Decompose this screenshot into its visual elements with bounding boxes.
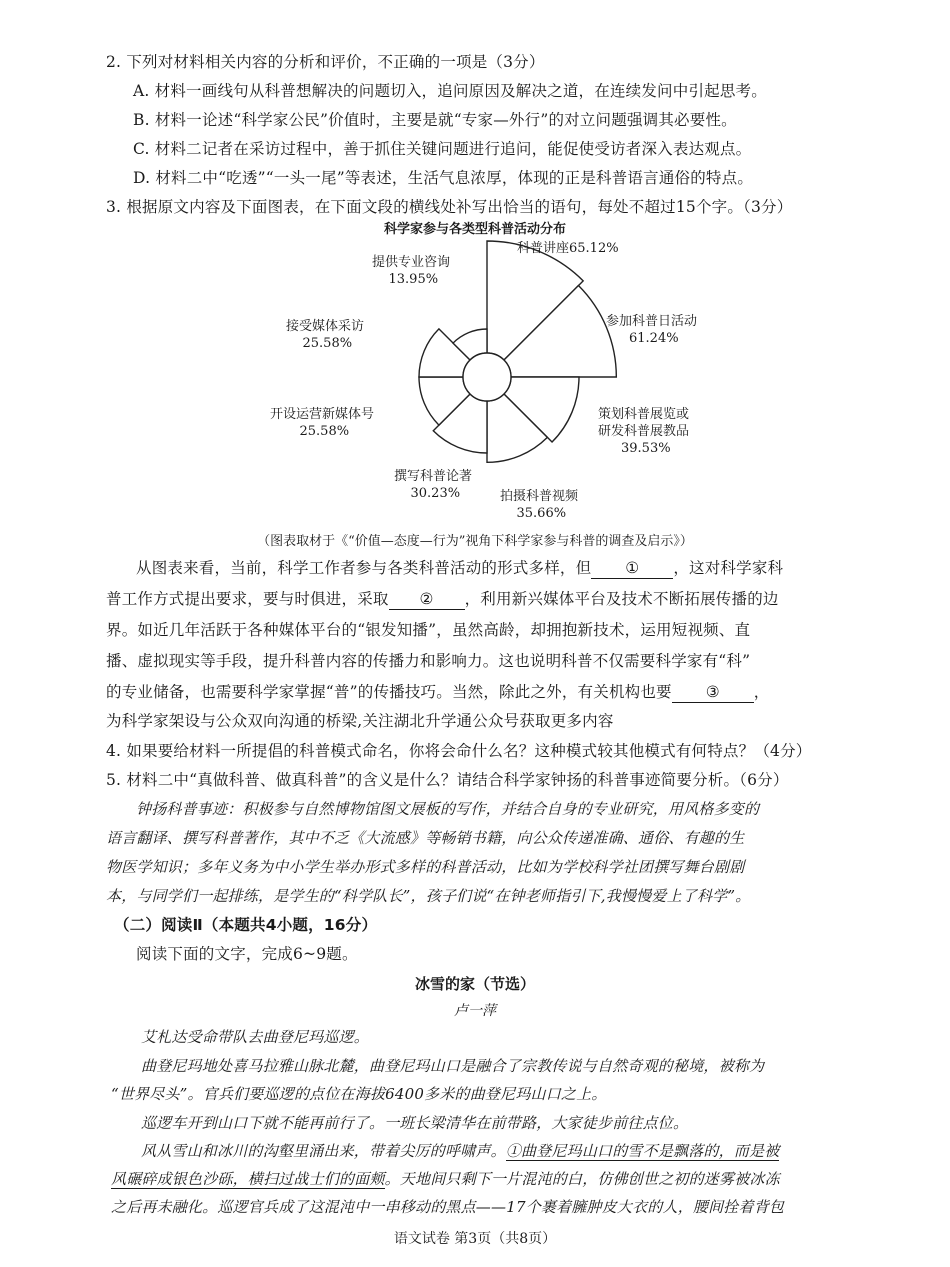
q3-paragraph-line-2: 普工作方式提出要求，要与时俱进，采取 ② ，利用新兴媒体平台及技术不断拓展传播的边 — [106, 590, 779, 608]
page-footer: 语文试卷 第3页（共8页） — [393, 1231, 557, 1247]
q5-material-line-1: 钟扬科普事迹：积极参与自然博物馆图文展板的写作，并结合自身的专业研究，用风格多变的 — [136, 800, 760, 818]
q2-option-a: A. 材料一画线句从科普想解决的问题切入，追问原因及解决之道，在连续发问中引起思考。 — [133, 82, 767, 100]
underlined-sentence-1a: ①曲登尼玛山口的雪不是飘落的，而是被 — [505, 1142, 780, 1160]
q2-option-b: B. 材料一论述“科学家公民”价值时，主要是就“专家—外行”的对立问题强调其必要性。 — [133, 111, 737, 129]
q2-option-c: C. 材料二记者在采访过程中，善于抓住关键问题进行追问，能促使受访者深入表达观点。 — [133, 140, 752, 158]
passage-author: 卢一萍 — [454, 1003, 496, 1019]
answer-blank-1[interactable]: ① — [591, 558, 673, 579]
rose-label-2: 参加科普日活动 61.24% — [606, 314, 698, 346]
q2-option-d: D. 材料二中“吃透”“一头一尾”等表述，生活气息浓厚，体现的正是科普语言通俗的特点。 — [133, 169, 754, 187]
rose-label-6: 开设运营新媒体号 25.58% — [270, 407, 375, 439]
q5-material-line-3: 物医学知识；多年义务为中小学生举办形式多样的科普活动，比如为学校科学社团撰写舞台剧剧 — [106, 858, 745, 876]
q4-stem: 4. 如果要给材料一所提倡的科普模式命名，你将会命什么名？这种模式较其他模式有何特点？（4分） — [106, 742, 812, 760]
answer-blank-3[interactable]: ③ — [672, 682, 754, 703]
passage-paragraph-1: 艾札达受命带队去曲登尼玛巡逻。 — [141, 1028, 370, 1046]
rose-label-1: 科普讲座65.12% — [517, 241, 619, 256]
rose-label-7: 接受媒体采访 25.58% — [286, 319, 365, 351]
q3-paragraph-line-1: 从图表来看，当前，科学工作者参与各类科普活动的形式多样，但 ① ，这对科学家科 — [136, 559, 784, 577]
section-header: （二）阅读Ⅱ（本题共4小题，16分） — [114, 916, 378, 934]
q5-material-line-2: 语言翻译、撰写科普著作，其中不乏《大流感》等畅销书籍，向公众传递准确、通俗、有趣的生 — [106, 829, 745, 847]
answer-blank-2[interactable]: ② — [389, 589, 465, 610]
rose-label-8: 提供专业咨询 13.95% — [372, 255, 451, 287]
q3-paragraph-line-6: 为科学家架设与公众双向沟通的桥梁,关注湖北升学通公众号获取更多内容 — [106, 712, 614, 730]
chart-title: 科学家参与各类型科普活动分布 — [383, 222, 566, 237]
q3-paragraph-line-3: 界。如近几年活跃于各种媒体平台的“银发知播”，虽然高龄，却拥抱新技术，运用短视频、直 — [106, 621, 751, 639]
rose-label-3: 策划科普展览或研发科普展教品 39.53% — [598, 407, 690, 456]
passage-paragraph-2-line-2: “世界尽头”。官兵们要巡逻的点位在海拔6400多米的曲登尼玛山口之上。 — [111, 1085, 607, 1103]
passage-paragraph-3: 巡逻车开到山口下就不能再前行了。一班长梁清华在前带路，大家徒步前往点位。 — [141, 1114, 689, 1132]
q2-stem: 2. 下列对材料相关内容的分析和评价，不正确的一项是（3分） — [106, 53, 545, 71]
q3-paragraph-line-4: 播、虚拟现实等手段，提升科普内容的传播力和影响力。这也说明科普不仅需要科学家有“科” — [106, 652, 751, 670]
rose-center-circle — [463, 353, 511, 401]
q3-paragraph-line-5: 的专业储备，也需要科学家掌握“普”的传播技巧。当然，除此之外，有关机构也要 ③ ， — [106, 683, 770, 701]
q3-stem: 3. 根据原文内容及下面图表，在下面文段的横线处补写出恰当的语句，每处不超过15个字。（3分） — [106, 198, 793, 216]
reading-instruction: 阅读下面的文字，完成6~9题。 — [136, 945, 358, 963]
chart-source: （图表取材于《“价值—态度—行为”视角下科学家参与科普的调查及启示》） — [257, 534, 693, 549]
underlined-sentence-1b: 风碾碎成银色沙砾，横扫过战士们的面颊 — [111, 1170, 385, 1188]
polar-area-chart — [0, 232, 950, 542]
passage-title: 冰雪的家（节选） — [414, 975, 535, 993]
q5-stem: 5. 材料二中“真做科普、做真科普”的含义是什么？请结合科学家钟扬的科普事迹简要分析。（6分） — [106, 771, 789, 789]
passage-paragraph-4-line-3: 之后再未融化。巡逻官兵成了这混沌中一串移动的黑点——17个裹着臃肿皮大衣的人，腰间拴着背包 — [111, 1198, 785, 1216]
rose-label-4: 拍摄科普视频 35.66% — [500, 489, 579, 521]
rose-label-5: 撰写科普论著 30.23% — [394, 469, 473, 501]
q5-material-line-4: 本，与同学们一起排练，是学生的“科学队长”，孩子们说“在钟老师指引下,我慢慢爱上了科学”。 — [106, 887, 751, 905]
passage-paragraph-2-line-1: 曲登尼玛地处喜马拉雅山脉北麓，曲登尼玛山口是融合了宗教传说与自然奇观的秘境，被称为 — [141, 1057, 765, 1075]
passage-paragraph-4-line-1: 风从雪山和冰川的沟壑里涌出来，带着尖厉的呼啸声。①曲登尼玛山口的雪不是飘落的，而是被 — [141, 1142, 780, 1160]
passage-paragraph-4-line-2: 风碾碎成银色沙砾，横扫过战士们的面颊。天地间只剩下一片混沌的白，仿佛创世之初的迷雾被冰冻 — [111, 1170, 780, 1188]
